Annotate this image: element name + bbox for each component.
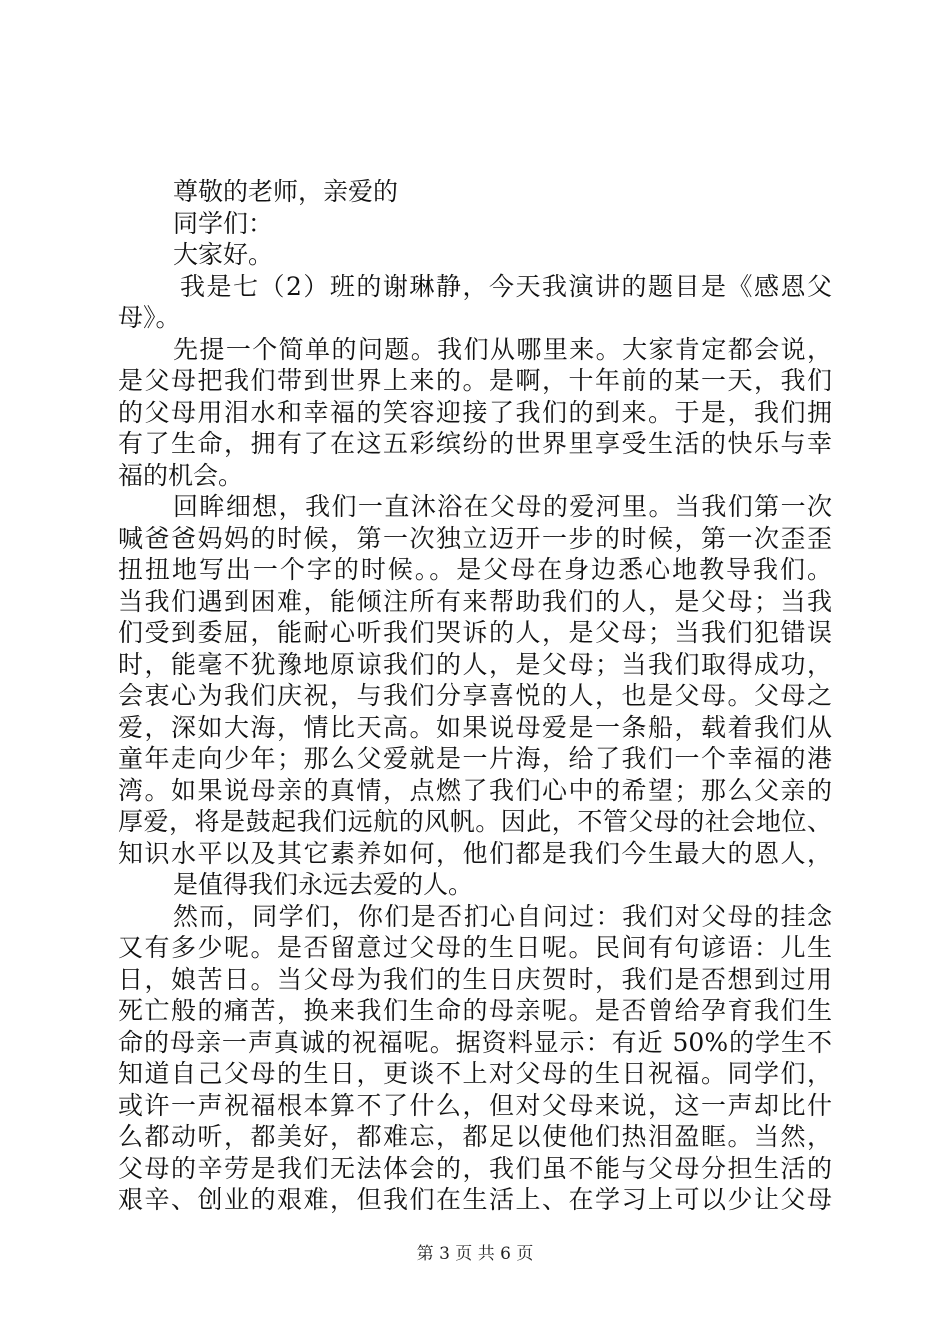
paragraph-line: 的父母用泪水和幸福的笑容迎接了我们的到来。于是，我们拥 xyxy=(118,397,832,427)
page-number-footer: 第 3 页 共 6 页 xyxy=(416,1244,534,1264)
paragraph-line: 日，娘苦日。当父母为我们的生日庆贺时，我们是否想到过用 xyxy=(118,964,832,994)
paragraph-line: 我是七（2）班的谢琳静，今天我演讲的题目是《感恩父 xyxy=(180,271,832,301)
paragraph-line: 们受到委屈，能耐心听我们哭诉的人，是父母；当我们犯错误 xyxy=(118,618,832,647)
paragraph-line: 爱，深如大海，情比天高。如果说母爱是一条船，载着我们从 xyxy=(118,712,832,742)
paragraph-line: 父母的辛劳是我们无法体会的，我们虽不能与父母分担生活的 xyxy=(118,1153,832,1183)
greeting-line: 大家好。 xyxy=(173,240,274,269)
paragraph-line: 当我们遇到困难，能倾注所有来帮助我们的人，是父母；当我 xyxy=(118,586,832,616)
paragraph-line: 然而，同学们，你们是否扪心自问过：我们对父母的挂念 xyxy=(173,901,832,931)
paragraph-line: 又有多少呢。是否留意过父母的生日呢。民间有句谚语：儿生 xyxy=(118,933,832,962)
paragraph-line: 有了生命，拥有了在这五彩缤纷的世界里享受生活的快乐与幸 xyxy=(118,429,832,458)
paragraph-line: 母》。 xyxy=(118,303,181,332)
paragraph-line: 知道自己父母的生日，更谈不上对父母的生日祝福。同学们， xyxy=(118,1059,832,1088)
paragraph-line: 先提一个简单的问题。我们从哪里来。大家肯定都会说， xyxy=(173,334,832,364)
paragraph-line: 时，能毫不犹豫地原谅我们的人，是父母；当我们取得成功， xyxy=(118,649,832,679)
paragraph-line: 是父母把我们带到世界上来的。是啊，十年前的某一天，我们 xyxy=(118,366,832,395)
paragraph-line: 么都动听，都美好，都难忘，都足以使他们热泪盈眶。当然， xyxy=(118,1122,832,1151)
paragraph-line: 喊爸爸妈妈的时候，第一次独立迈开一步的时候，第一次歪歪 xyxy=(118,523,832,553)
paragraph-line: 扭扭地写出一个字的时候。。是父母在身边悉心地教导我们。 xyxy=(118,555,832,584)
paragraph-line: 命的母亲一声真诚的祝福呢。据资料显示：有近 50%的学生不 xyxy=(118,1027,832,1057)
paragraph-line: 福的机会。 xyxy=(118,460,244,490)
salutation-line: 同学们： xyxy=(173,208,274,238)
paragraph-line: 厚爱，将是鼓起我们远航的风帆。因此，不管父母的社会地位、 xyxy=(118,807,832,836)
paragraph-line: 死亡般的痛苦，换来我们生命的母亲呢。是否曾给孕育我们生 xyxy=(118,996,832,1025)
paragraph-line: 是值得我们永远去爱的人。 xyxy=(173,870,474,899)
speech-body xyxy=(118,176,832,1216)
paragraph-line: 回眸细想，我们一直沐浴在父母的爱河里。当我们第一次 xyxy=(173,492,832,521)
paragraph-line: 知识水平以及其它素养如何，他们都是我们今生最大的恩人， xyxy=(118,838,832,868)
paragraph-line: 会衷心为我们庆祝，与我们分享喜悦的人，也是父母。父母之 xyxy=(118,681,832,710)
salutation-line: 尊敬的老师，亲爱的 xyxy=(173,177,399,206)
paragraph-line: 童年走向少年；那么父爱就是一片海，给了我们一个幸福的港 xyxy=(118,744,832,773)
paragraph-line: 或许一声祝福根本算不了什么，但对父母来说，这一声却比什 xyxy=(118,1090,832,1120)
paragraph-line: 湾。如果说母亲的真情，点燃了我们心中的希望；那么父亲的 xyxy=(118,775,832,805)
paragraph-line: 艰辛、创业的艰难，但我们在生活上、在学习上可以少让父母 xyxy=(118,1185,832,1214)
